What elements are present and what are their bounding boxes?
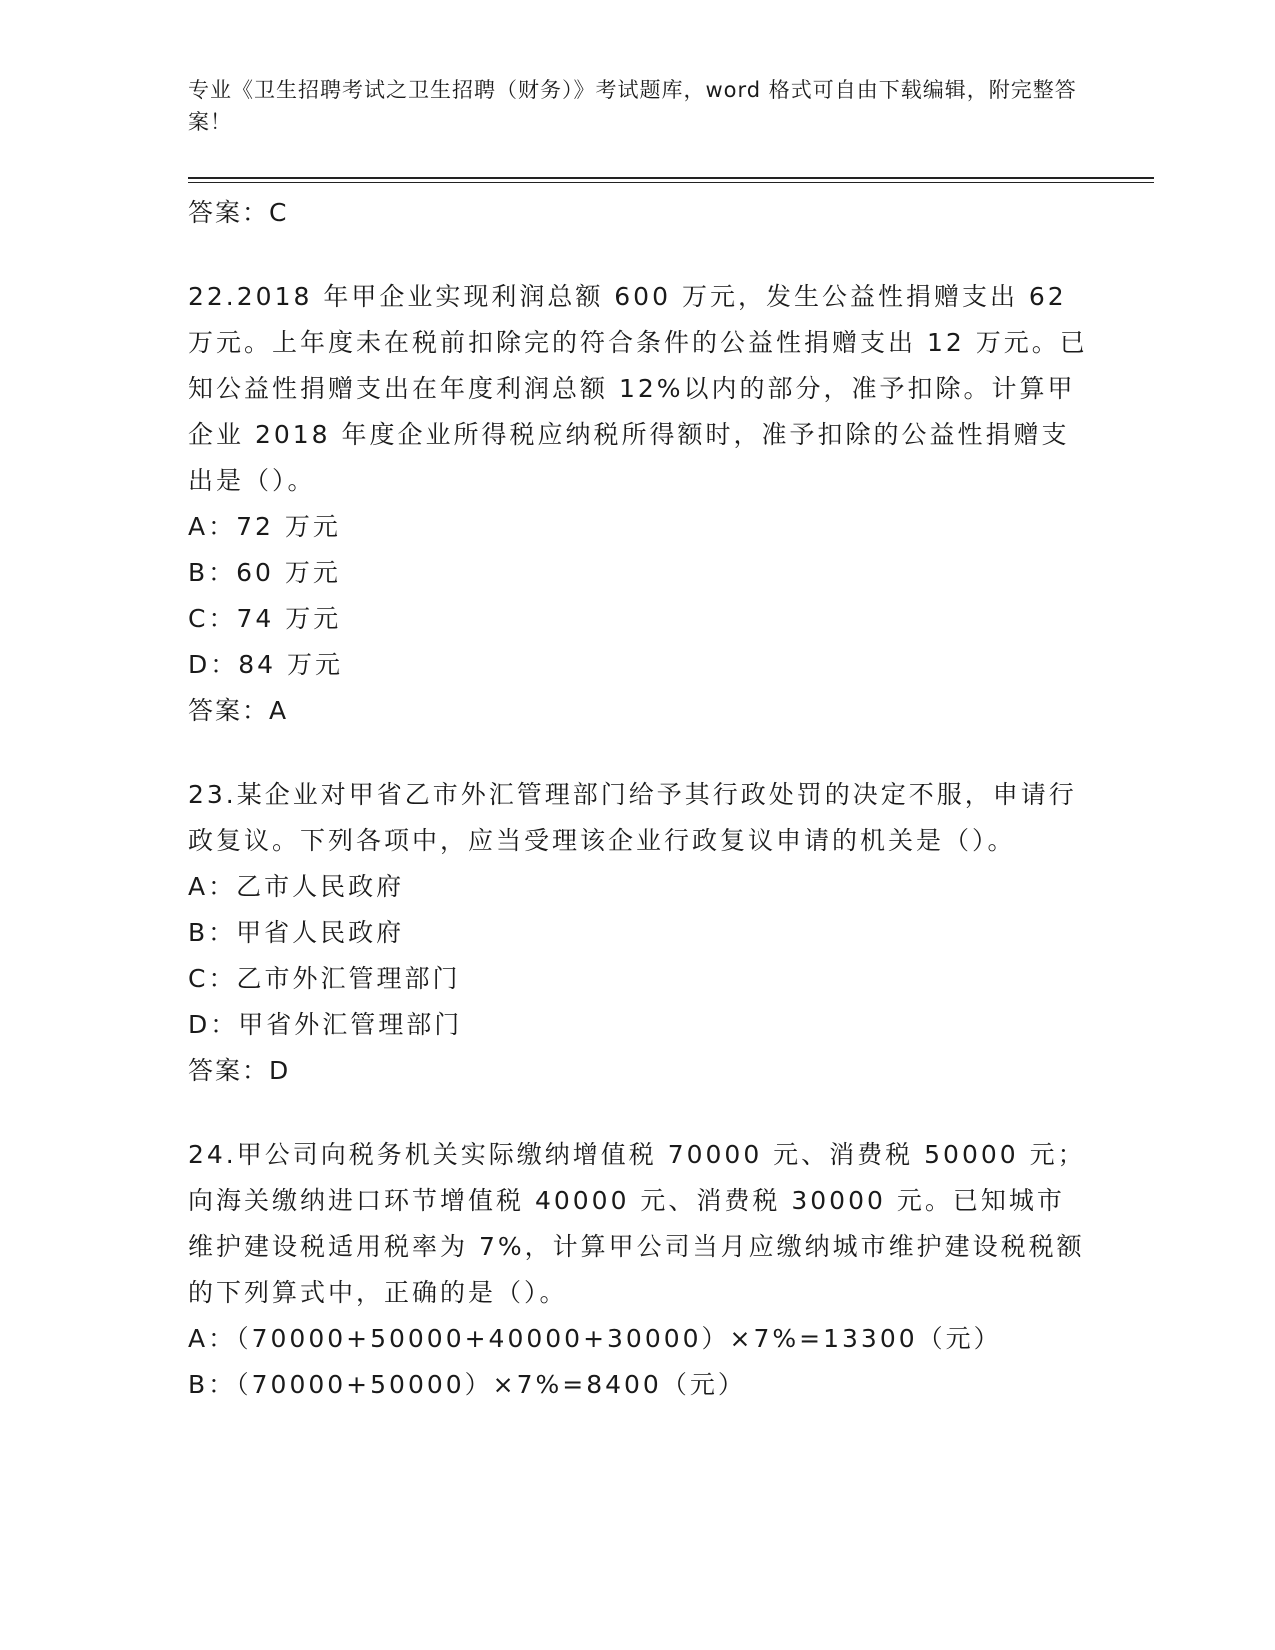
document-body [188, 190, 1088, 1408]
answer-line: 答案：D [188, 1056, 291, 1085]
option-c: C：乙市外汇管理部门 [188, 964, 461, 993]
page-header: 专业《卫生招聘考试之卫生招聘（财务）》考试题库，word 格式可自由下载编辑，附完整答案！ [188, 78, 1077, 134]
option-b: B：甲省人民政府 [188, 918, 405, 947]
option-d: D：84 万元 [188, 650, 344, 679]
spacer [188, 1094, 1088, 1132]
spacer [188, 734, 1088, 772]
question-block [188, 274, 1088, 734]
option-a: A：（70000+50000+40000+30000）×7%=13300（元） [188, 1324, 1002, 1353]
question-stem: 22.2018 年甲企业实现利润总额 600 万元，发生公益性捐赠支出 62 万元。上年度未在税前扣除完的符合条件的公益性捐赠支出 12 万元。已知公益性捐赠支出在年度利润总额 12%以内的部分，准予扣除。计算甲企业 2018 年度企业所得税应纳税所得额时，准予扣除的公益性捐赠支出是（）。 [188, 282, 1088, 495]
question-stem: 23.某企业对甲省乙市外汇管理部门给予其行政处罚的决定不服，申请行政复议。下列各项中，应当受理该企业行政复议申请的机关是（）。 [188, 780, 1077, 855]
option-b: B：60 万元 [188, 558, 341, 587]
answer-line: 答案：C [188, 198, 289, 227]
answer-line: 答案：A [188, 696, 289, 725]
option-b: B：（70000+50000）×7%=8400（元） [188, 1370, 746, 1399]
header-divider-thin [188, 182, 1154, 183]
header-divider [188, 177, 1154, 179]
option-c: C：74 万元 [188, 604, 342, 633]
option-a: A：72 万元 [188, 512, 341, 541]
question-stem: 24.甲公司向税务机关实际缴纳增值税 70000 元、消费税 50000 元；向海关缴纳进口环节增值税 40000 元、消费税 30000 元。已知城市维护建设税适用税率为 7%，计算甲公司当月应缴纳城市维护建设税税额的下列算式中，正确的是（）。 [188, 1140, 1086, 1307]
question-block [188, 1132, 1088, 1408]
option-a: A：乙市人民政府 [188, 872, 405, 901]
question-block [188, 772, 1088, 1094]
option-d: D：甲省外汇管理部门 [188, 1010, 463, 1039]
